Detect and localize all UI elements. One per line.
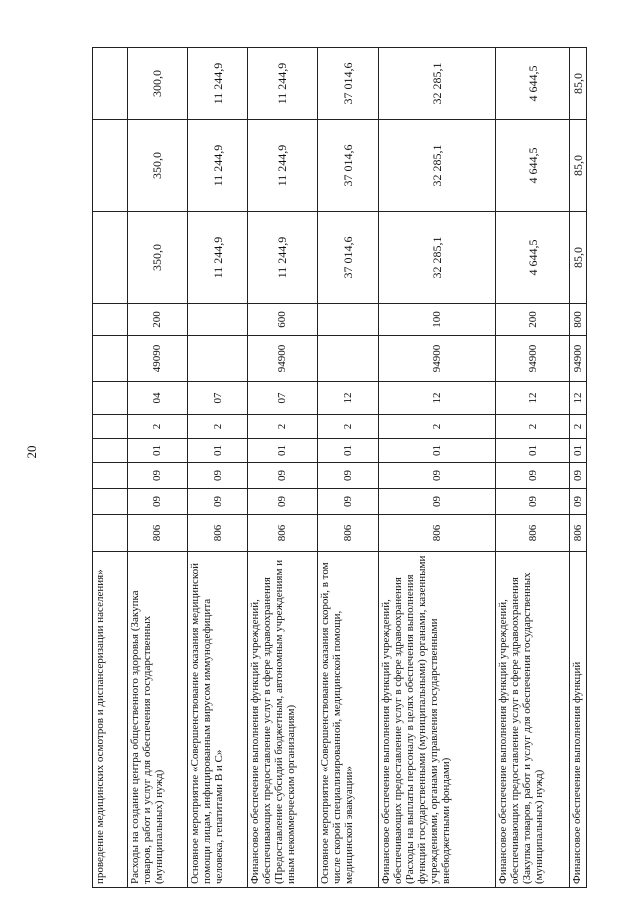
amount-cell: 11 244,9 [248,120,318,212]
amount-cell: 11 244,9 [248,212,318,304]
table-row [187,48,247,888]
row-name: проведение медицинских осмотров и диспансеризации населения» [93,552,128,888]
code-cell: 01 [317,439,378,463]
code-cell: 806 [570,515,587,552]
code-cell: 01 [187,439,247,463]
code-cell: 200 [496,304,570,336]
code-cell: 12 [317,382,378,415]
code-cell: 806 [379,515,496,552]
code-cell: 01 [127,439,187,463]
code-cell [93,439,128,463]
amount-cell [93,212,128,304]
amount-cell: 37 014,6 [317,212,378,304]
code-cell: 12 [496,382,570,415]
code-cell: 12 [570,382,587,415]
code-cell: 01 [379,439,496,463]
code-cell: 09 [496,489,570,515]
amount-cell: 350,0 [127,212,187,304]
amount-cell: 37 014,6 [317,120,378,212]
code-cell: 09 [127,489,187,515]
code-cell: 01 [496,439,570,463]
amount-cell: 32 285,1 [379,212,496,304]
code-cell [187,304,247,336]
table-row [127,48,187,888]
code-cell: 09 [379,463,496,489]
amount-cell: 11 244,9 [187,48,247,120]
code-cell [93,415,128,439]
amount-cell: 4 644,5 [496,48,570,120]
budget-table-rotated [92,48,587,888]
amount-cell: 300,0 [127,48,187,120]
row-name: Финансовое обеспечение выполнения функций [570,552,587,888]
table-row [248,48,318,888]
code-cell [93,304,128,336]
row-name: Расходы на создание центра общественного здоровья (Закупка товаров, работ и услуг для обеспечения государственных (муниципальных) нужд) [127,552,187,888]
amount-cell: 37 014,6 [317,48,378,120]
row-name: Финансовое обеспечение выполнения функций учреждений, обеспечивающих предоставление услуг в сфере здравоохранения (Расходы на выплаты персоналу в целях обеспечения выполнения функций государственными (муниципальными) органами, казенными учреждениями, органами управления государственными внебюджетными фондами) [379,552,496,888]
code-cell: 2 [379,415,496,439]
table-row [379,48,496,888]
table-row [317,48,378,888]
code-cell: 09 [187,463,247,489]
table-row [496,48,570,888]
row-name: Финансовое обеспечение выполнения функций учреждений, обеспечивающих предоставление услуг в сфере здравоохранения (Предоставление субсидий бюджетным, автономным учреждениям и иным некоммерческим организациям) [248,552,318,888]
code-cell: 09 [187,489,247,515]
code-cell: 49090 [127,336,187,382]
code-cell: 01 [248,439,318,463]
code-cell: 800 [570,304,587,336]
code-cell [93,463,128,489]
code-cell [93,489,128,515]
code-cell: 94900 [496,336,570,382]
amount-cell: 11 244,9 [248,48,318,120]
code-cell [93,336,128,382]
code-cell: 09 [317,489,378,515]
code-cell: 09 [317,463,378,489]
code-cell: 806 [248,515,318,552]
code-cell: 12 [379,382,496,415]
code-cell: 2 [496,415,570,439]
row-name: Основное мероприятие «Совершенствование оказания скорой, в том числе скорой специализированной, медицинской помощи, медицинской эвакуации» [317,552,378,888]
amount-cell: 350,0 [127,120,187,212]
amount-cell: 4 644,5 [496,212,570,304]
code-cell: 01 [570,439,587,463]
code-cell [317,336,378,382]
code-cell: 04 [127,382,187,415]
code-cell: 806 [317,515,378,552]
amount-cell: 4 644,5 [496,120,570,212]
code-cell [187,336,247,382]
amount-cell: 32 285,1 [379,48,496,120]
code-cell: 09 [570,489,587,515]
code-cell [93,382,128,415]
amount-cell: 11 244,9 [187,212,247,304]
code-cell: 09 [248,489,318,515]
code-cell: 09 [127,463,187,489]
amount-cell [93,120,128,212]
code-cell: 07 [187,382,247,415]
code-cell: 2 [127,415,187,439]
code-cell: 09 [570,463,587,489]
code-cell: 2 [248,415,318,439]
amount-cell: 32 285,1 [379,120,496,212]
code-cell: 09 [496,463,570,489]
code-cell: 94900 [248,336,318,382]
code-cell: 806 [496,515,570,552]
code-cell: 600 [248,304,318,336]
table-row [570,48,587,888]
budget-table [92,47,587,888]
code-cell: 806 [127,515,187,552]
code-cell: 200 [127,304,187,336]
amount-cell: 11 244,9 [187,120,247,212]
table-row [93,48,128,888]
amount-cell [93,48,128,120]
code-cell: 806 [187,515,247,552]
row-name: Финансовое обеспечение выполнения функций учреждений, обеспечивающих предоставление услуг в сфере здравоохранения (Закупка товаров, работ и услуг для обеспечения государственных (муниципальных) нужд) [496,552,570,888]
row-name: Основное мероприятие «Совершенствование оказания медицинской помощи лицам, инфицированным вирусом иммунодефицита человека, гепатитами В и С» [187,552,247,888]
code-cell: 94900 [570,336,587,382]
code-cell: 2 [570,415,587,439]
code-cell: 2 [187,415,247,439]
amount-cell: 85,0 [570,212,587,304]
amount-cell: 85,0 [570,48,587,120]
amount-cell: 85,0 [570,120,587,212]
page-number: 20 [24,445,39,459]
code-cell: 100 [379,304,496,336]
code-cell: 09 [248,463,318,489]
code-cell [93,515,128,552]
code-cell: 07 [248,382,318,415]
code-cell: 2 [317,415,378,439]
code-cell: 94900 [379,336,496,382]
code-cell [317,304,378,336]
code-cell: 09 [379,489,496,515]
